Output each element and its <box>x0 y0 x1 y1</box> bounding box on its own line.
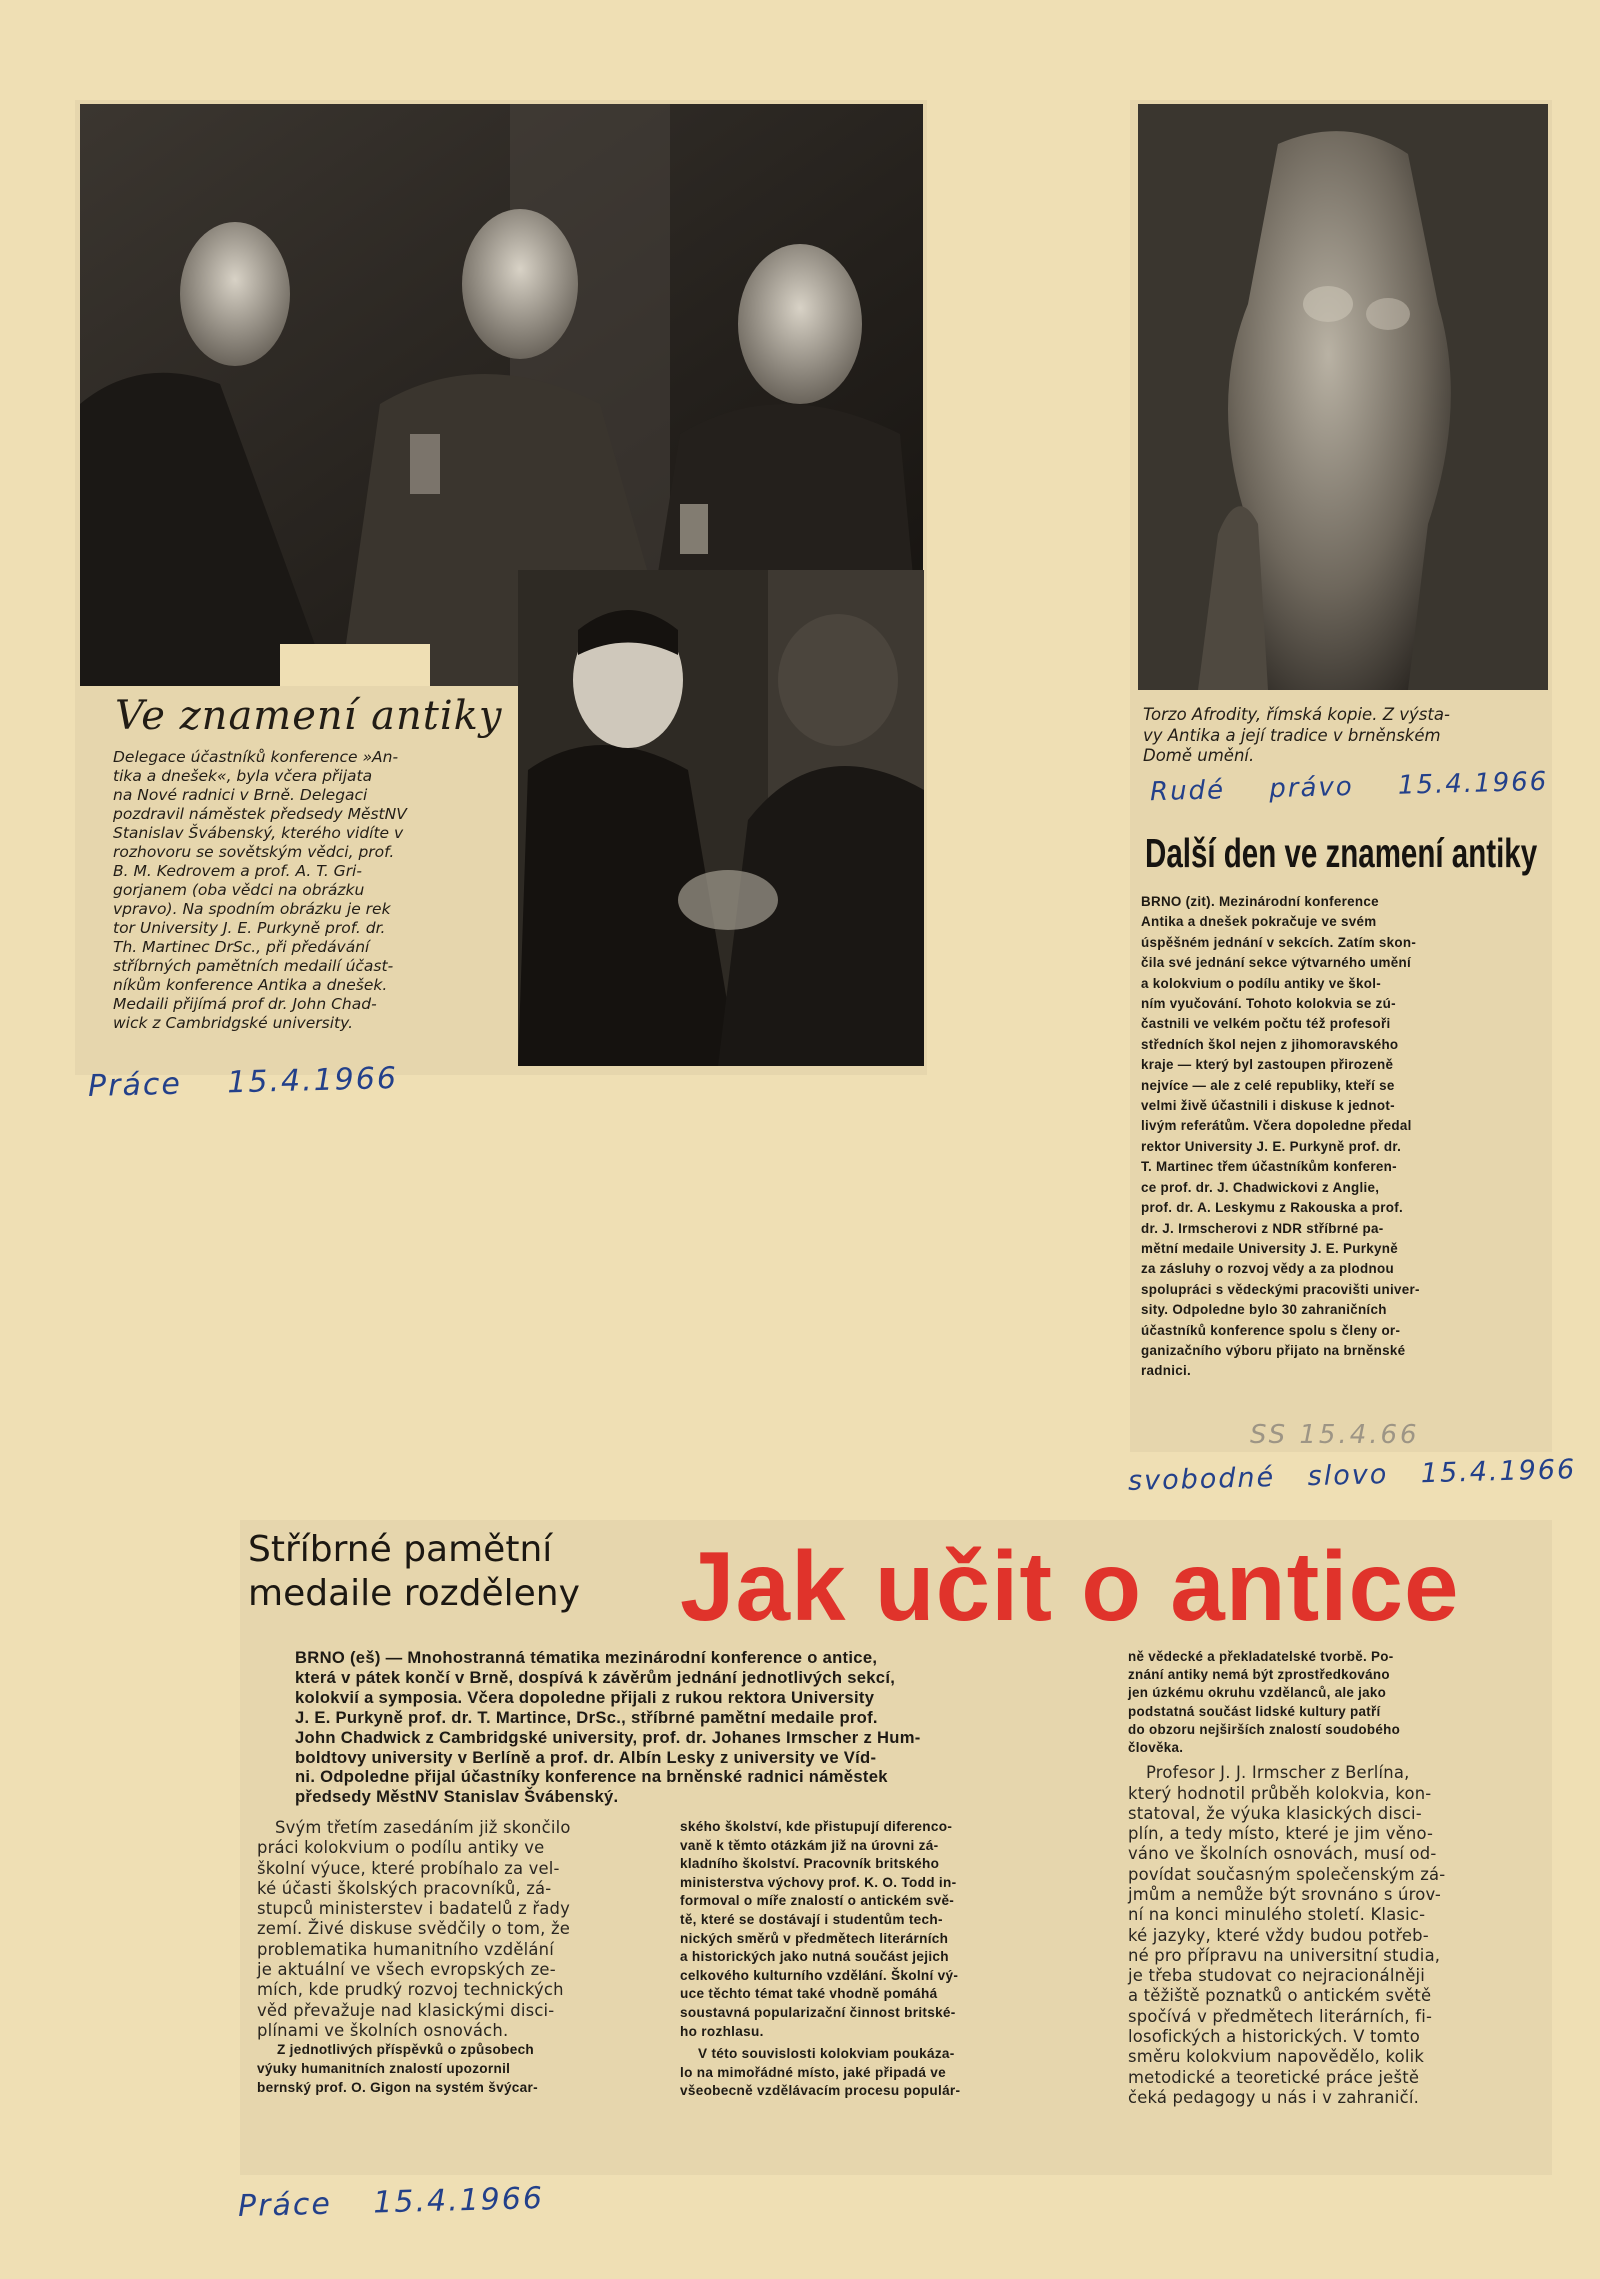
col3-text: Profesor J. J. Irmscher z Berlína, který hodnotil průběh kolokvia, kon- statoval, že výuka klasických disci- plín, a tedy místo, které je jim věno- váno ve školních osnovách, musí od- povídat současným společenským zá- jmům a nemůže být srovnáno s úrov- ní na konci minulého století. Klasic- ké jazyky, které vždy budou potřeb- né pro přípravu na universitní studia, je třeba studovat co nejracionálněji a těžiště poznatků o antickém světě spočívá v předmětech literárních, fi- losofických a historických. V tomto směru kolokvium napovědělo, kolik metodické a teoretické práce ještě čeká pedagogy u nás i v zahraničí. <box>1128 1763 1446 2107</box>
handwritten-note-prace-top: Práce 15.4.1966 <box>87 1060 399 1105</box>
headline-jak-ucit: Jak učit o antice <box>680 1531 1460 1641</box>
article-column-2 <box>680 1818 1090 2101</box>
photo-medal-presentation <box>518 570 924 1066</box>
article-column-3 <box>1128 1648 1548 2108</box>
col2-bold-b: V této souvislosti kolokviam poukáza- lo na mimořádné místo, jaké připadá ve všeobecně vzdělávacím procesu populár- <box>680 2046 961 2099</box>
caption-torso: Torzo Afrodity, římská kopie. Z výsta- vy Antika a její tradice v brněnském Domě umění. <box>1143 705 1450 765</box>
col1-text: Svým třetím zasedáním již skončilo práci kolokvium o podílu antiky ve školní výuce, které probíhalo za vel- ké účasti školských pracovníků, zá- stupců ministerstev i badatelů z řady zemí. Živé diskuse svědčily o tom, že problematika humanitního vzdělání je aktuální ve všech evropských ze- mích, kde prudký rozvoj technických věd převažuje nad klasickými disci- plínami ve školních osnovách. <box>257 1818 571 2040</box>
caption-text: Delegace účastníků konference »An- tika a dnešek«, byla včera přijata na Nové radnici v Brně. Delegaci pozdravil náměstek předsedy MěstNV Stanislav Švábenský, kterého vidíte v rozhovoru se sovětským vědci, prof. B. M. Kedrovem a prof. A. T. Gri- gorjanem (oba vědci na obrázku vpravo). Na spodním obrázku je rek tor University J. E. Purkyně prof. dr. Th. Martinec DrSc., při předávání stříbrných pamětních medailí účast- níkům konference Antika a dnešek. Medaili přijímá prof dr. John Chad- wick z Cambridgské university. <box>113 748 407 1032</box>
col3-bold: ně vědecké a překladatelské tvorbě. Po- znání antiky nemá být zprostředkováno jen úzkému okruhu vzdělanců, ale jako podstatná součást lidské kultury patří do obzoru nejširších znalostí soudobého člověka. <box>1128 1649 1401 1756</box>
headline-dalsi-den: Další den ve znamení antiky <box>1145 830 1538 876</box>
lead-paragraph: BRNO (eš) — Mnohostranná tématika mezinárodní konference o antice, která v pátek končí v Brně, dospívá k závěrům jednání jednotlivých sekcí, kolokvií a symposia. Včera dopoledne přijali z rukou rektora University J. E. Purkyně prof. dr. T. Martince, DrSc., stříbrné pamětní medaile prof. John Chadwick z Cambridgské university, prof. dr. Johanes Irmscher z Hum- boldtovy university v Berlíně a prof. dr. Albín Lesky z university ve Víd- ni. Odpoledne přijal účastníky konference na brněnské radnici náměstek předsedy MěstNV Stanislav Švábenský. <box>295 1648 921 1807</box>
handwritten-note-svobodne-slovo: svobodné slovo 15.4.1966 <box>1127 1454 1577 1497</box>
photo-torso-aphrodite <box>1138 104 1548 690</box>
article-column-1 <box>257 1818 657 2098</box>
handwritten-note-prace-bottom: Práce 15.4.1966 <box>237 2181 545 2224</box>
col2-bold-a: ského školství, kde přistupují diferenco- vaně k těmto otázkám již na úrovni zá- kladního školství. Pracovník britského ministerstva výchovy prof. K. O. Todd in- formoval o míře znalostí o antickém svě- tě, které se dostávají i studentům tech- nických směrů v předmětech literárních a historických jako nutná součást jejich celkového kulturního vzdělání. Školní vý- uce těchto témat také vhodně pomáhá soustavná popularizační činnost britské- ho rozhlasu. <box>680 1819 959 2039</box>
pencil-note: SS 15.4.66 <box>1250 1420 1420 1450</box>
col1-bold: Z jednotlivých příspěvků o způsobech výuky humanitních znalostí upozornil bernský prof. O. Gigon na systém švýcar- <box>257 2042 538 2095</box>
caption-title: Ve znamení antiky <box>115 693 503 739</box>
article-dalsi-den: BRNO (zit). Mezinárodní konference Antika a dnešek pokračuje ve svém úspěšném jednání v sekcích. Zatím skon- čila své jednání sekce výtvarného umění a kolokvium o podílu antiky ve škol- ním vyučování. Tohoto kolokvia se zú- častnili ve velkém počtu též profesoři středních škol nejen z jihomoravského kraje — který byl zastoupen přirozeně nejvíce — ale z celé republiky, kteří se velmi živě účastnili i diskuse k jednot- livým referátům. Včera dopoledne předal rektor University J. E. Purkyně prof. dr. T. Martinec třem účastníkům konferen- ce prof. dr. J. Chadwickovi z Anglie, prof. dr. A. Leskymu z Rakouska a prof. dr. J. Irmscherovi z NDR stříbrné pa- mětní medaile University J. E. Purkyně za zásluhy o rozvoj vědy a za plodnou spolupráci s vědeckými pracovišti univer- sity. Odpoledne bylo 30 zahraničních účastníků konference spolu s členy or- ganizačního výboru přijato na brněnské radnici. <box>1141 894 1420 1379</box>
handwritten-note-rude-pravo: Rudé právo 15.4.1966 <box>1149 766 1549 808</box>
side-title-medaile: Stříbrné pamětní medaile rozděleny <box>248 1529 580 1614</box>
